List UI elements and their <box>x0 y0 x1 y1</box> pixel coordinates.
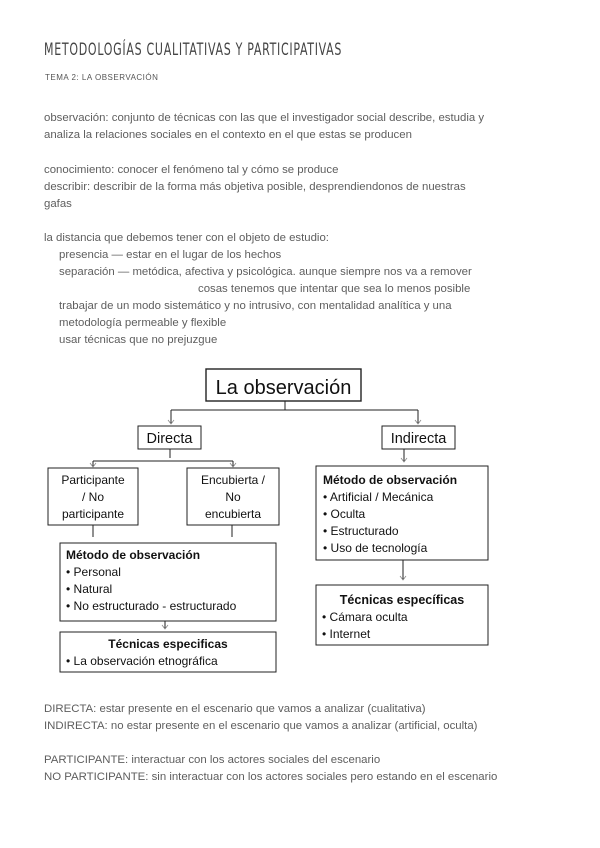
definition-describir-1: describir: describir de la forma más objetiva posible, desprendiendonos de nuestras <box>44 181 466 193</box>
encubierta-line-3: encubierta <box>204 507 262 521</box>
participante-line-1: Participante <box>61 473 125 487</box>
metodo-directa-item: • Natural <box>66 582 113 596</box>
metodo-directa-item: • Personal <box>66 565 121 579</box>
distance-trabajar-2: metodología permeable y flexible <box>59 317 227 329</box>
metodo-indirecta-item: • Artificial / Mecánica <box>323 490 434 504</box>
intro-line-1: observación: conjunto de técnicas con las que el investigador social describe, estudia y <box>44 112 485 124</box>
definition-describir-2: gafas <box>44 198 72 210</box>
footer-indirecta: INDIRECTA: no estar presente en el escenario que vamos a analizar (artificial, oculta) <box>44 720 478 732</box>
footer-directa: DIRECTA: estar presente en el escenario que vamos a analizar (cualitativa) <box>44 703 426 715</box>
metodo-indirecta-title: Método de observación <box>323 473 458 487</box>
participante-line-2: / No <box>81 490 105 504</box>
footer-no-participante: NO PARTICIPANTE: sin interactuar con los actores sociales pero estando en el escenario <box>44 771 498 783</box>
intro-line-2: analiza la relaciones sociales en el contexto en el que estas se producen <box>44 129 412 141</box>
tecnicas-directa-title: Técnicas especificas <box>108 637 228 651</box>
tecnicas-indirecta-title: Técnicas específicas <box>339 593 465 607</box>
directa-label: Directa <box>146 431 193 447</box>
encubierta-line-1: Encubierta / <box>200 473 266 487</box>
footer-participante: PARTICIPANTE: interactuar con los actores sociales del escenario <box>44 754 381 766</box>
distance-trabajar-1: trabajar de un modo sistemático y no intrusivo, con mentalidad analítica y una <box>59 300 452 312</box>
metodo-indirecta-item: • Estructurado <box>323 524 399 538</box>
metodo-directa-item: • No estructurado - estructurado <box>66 599 237 613</box>
indirecta-label: Indirecta <box>390 431 447 447</box>
encubierta-line-2: No <box>225 490 241 504</box>
page-subtitle: TEMA 2: LA OBSERVACIÓN <box>45 73 159 82</box>
tecnicas-indirecta-item: • Internet <box>322 627 371 641</box>
metodo-indirecta-item: • Oculta <box>323 507 366 521</box>
metodo-directa-title: Método de observación <box>66 548 201 562</box>
participante-line-3: participante <box>61 507 125 521</box>
tecnicas-indirecta-item: • Cámara oculta <box>322 610 408 624</box>
distance-presencia: presencia — estar en el lugar de los hechos <box>59 249 282 261</box>
distance-usar: usar técnicas que no prejuzgue <box>59 334 218 346</box>
distance-separacion-2: cosas tenemos que intentar que sea lo menos posible <box>198 283 471 295</box>
tecnicas-directa-item: • La observación etnográfica <box>66 654 218 668</box>
root-label: La observación <box>215 377 352 399</box>
distance-separacion-1: separación — metódica, afectiva y psicológica. aunque siempre nos va a remover <box>59 266 472 278</box>
distance-heading: la distancia que debemos tener con el objeto de estudio: <box>44 232 329 244</box>
page-title: METODOLOGÍAS CUALITATIVAS Y PARTICIPATIVAS <box>44 40 343 60</box>
definition-conocimiento: conocimiento: conocer el fenómeno tal y cómo se produce <box>44 164 339 176</box>
metodo-indirecta-item: • Uso de tecnología <box>323 541 428 555</box>
